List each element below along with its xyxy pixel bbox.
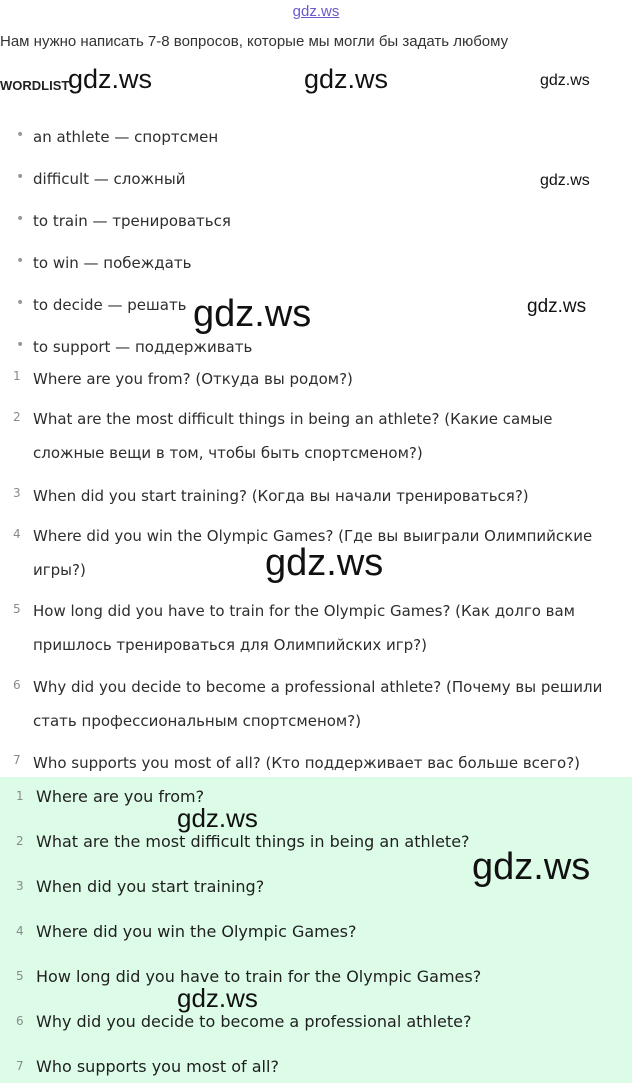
answer-number: 2 bbox=[16, 834, 24, 848]
wordlist-title: WORDLIST bbox=[0, 78, 70, 93]
watermark: gdz.ws bbox=[527, 296, 587, 317]
bullet-icon: • bbox=[16, 253, 25, 269]
question-text: Why did you decide to become a professional athlete? (Почему вы решили стать профессиональным спортсменом?) bbox=[33, 678, 603, 730]
watermark: gdz.ws bbox=[177, 983, 258, 1013]
bullet-icon: • bbox=[16, 337, 25, 353]
bullet-icon: • bbox=[16, 211, 25, 227]
question-text: Who supports you most of all? (Кто поддерживает вас больше всего?) bbox=[33, 754, 581, 772]
watermark: gdz.ws bbox=[540, 72, 590, 89]
bullet-icon: • bbox=[16, 127, 25, 143]
watermark: gdz.ws bbox=[177, 803, 258, 833]
question-number: 2 bbox=[13, 410, 21, 424]
wordlist-item-text: an athlete — спортсмен bbox=[33, 128, 219, 146]
answer-number: 7 bbox=[16, 1059, 24, 1073]
watermark: gdz.ws bbox=[304, 64, 389, 94]
wordlist-item-text: to support — поддерживать bbox=[33, 338, 253, 356]
question-text: Where did you win the Olympic Games? (Где вы выиграли Олимпийские игры?) bbox=[33, 527, 593, 579]
question-number: 3 bbox=[13, 486, 21, 500]
watermark: gdz.ws bbox=[193, 293, 312, 335]
bullet-icon: • bbox=[16, 169, 25, 185]
question-number: 1 bbox=[13, 369, 21, 383]
question-number: 7 bbox=[13, 753, 21, 767]
watermark: gdz.ws bbox=[68, 64, 153, 94]
question-text: What are the most difficult things in being an athlete? (Какие самые сложные вещи в том, чтобы быть спортсменом?) bbox=[33, 410, 553, 462]
question-text: Where are you from? (Откуда вы родом?) bbox=[33, 370, 353, 388]
answer-text: Where did you win the Olympic Games? bbox=[36, 922, 357, 941]
wordlist-item-text: to train — тренироваться bbox=[33, 212, 231, 230]
answer-text: Where are you from? bbox=[36, 787, 205, 806]
question-number: 5 bbox=[13, 602, 21, 616]
answer-block bbox=[0, 777, 632, 1083]
question-text: How long did you have to train for the Olympic Games? (Как долго вам пришлось тренироваться для Олимпийских игр?) bbox=[33, 602, 575, 654]
answer-text: How long did you have to train for the Olympic Games? bbox=[36, 967, 482, 986]
answer-text: Who supports you most of all? bbox=[36, 1057, 279, 1076]
wordlist-item-text: to win — побеждать bbox=[33, 254, 192, 272]
answer-text: What are the most difficult things in being an athlete? bbox=[36, 832, 470, 851]
question-number: 4 bbox=[13, 527, 21, 541]
watermark: gdz.ws bbox=[540, 172, 590, 189]
answer-text: Why did you decide to become a professional athlete? bbox=[36, 1012, 472, 1031]
watermark: gdz.ws bbox=[472, 846, 591, 888]
question-number: 6 bbox=[13, 678, 21, 692]
site-link[interactable]: gdz.ws bbox=[292, 3, 340, 20]
answer-number: 5 bbox=[16, 969, 24, 983]
wordlist-item-text: to decide — решать bbox=[33, 296, 187, 314]
answer-number: 3 bbox=[16, 879, 24, 893]
answer-number: 1 bbox=[16, 789, 24, 803]
answer-number: 6 bbox=[16, 1014, 24, 1028]
bullet-icon: • bbox=[16, 295, 25, 311]
wordlist-item-text: difficult — сложный bbox=[33, 170, 186, 188]
answer-text: When did you start training? bbox=[36, 877, 265, 896]
intro-text: Нам нужно написать 7-8 вопросов, которые мы могли бы задать любому bbox=[0, 33, 509, 50]
question-text: When did you start training? (Когда вы начали тренироваться?) bbox=[33, 487, 529, 505]
watermark: gdz.ws bbox=[265, 542, 384, 584]
answer-number: 4 bbox=[16, 924, 24, 938]
